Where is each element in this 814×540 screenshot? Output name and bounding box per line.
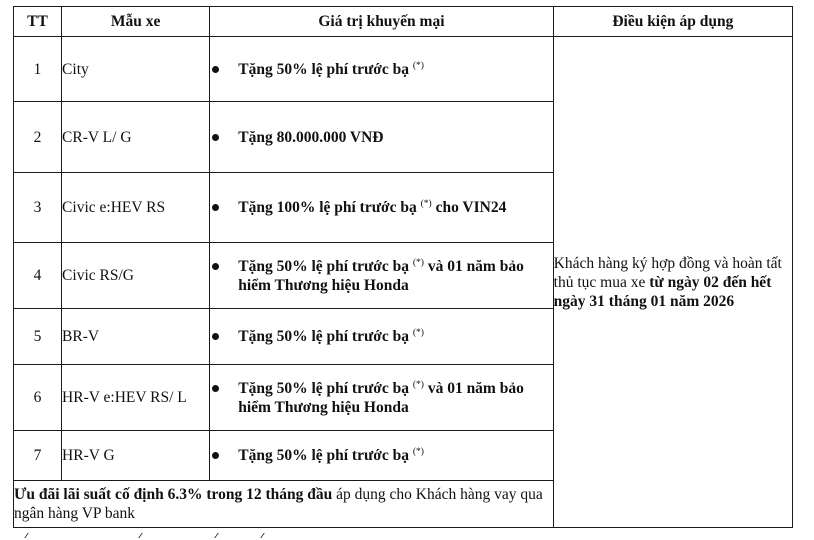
condition-date-range: từ ngày 02 đến hết ngày 31 tháng 01 năm 2026 [553, 273, 772, 310]
header-model: Mẫu xe [62, 7, 210, 37]
promo-bullet [210, 198, 552, 217]
diacritic-mark [138, 533, 146, 538]
diacritic-mark [260, 533, 268, 538]
condition-cell [553, 37, 792, 528]
promo-text: Tặng 50% lệ phí trước bạ [238, 379, 409, 397]
promo-value [210, 102, 553, 173]
promo-value [210, 37, 553, 102]
row-number: 7 [14, 431, 62, 481]
header-condition: Điều kiện áp dụng [553, 7, 792, 37]
car-model: HR-V G [62, 431, 210, 481]
clipped-text-remnant [0, 531, 814, 540]
promo-value [210, 365, 553, 431]
promo-text: Tặng 80.000.000 VNĐ [238, 128, 384, 146]
row-number: 5 [14, 309, 62, 365]
promo-bullet [210, 60, 552, 79]
bullet-icon [212, 66, 219, 73]
promo-text: Tặng 50% lệ phí trước bạ [238, 257, 409, 275]
header-tt: TT [14, 7, 62, 37]
footnote-marker: (*) [412, 328, 424, 338]
promo-bullet [210, 257, 552, 295]
table-row [14, 37, 793, 102]
promo-text: Tặng 50% lệ phí trước bạ [238, 60, 409, 78]
diacritic-mark [24, 533, 32, 538]
promo-bullet [210, 327, 552, 346]
bullet-icon [212, 333, 219, 340]
car-model: City [62, 37, 210, 102]
footnote-marker: (*) [412, 447, 424, 457]
promo-value [210, 309, 553, 365]
car-model: CR-V L/ G [62, 102, 210, 173]
interest-rate-highlight: Ưu đãi lãi suất cố định 6.3% trong 12 tháng đầu [14, 486, 333, 503]
row-number: 2 [14, 102, 62, 173]
bullet-icon [212, 134, 219, 141]
car-model: HR-V e:HEV RS/ L [62, 365, 210, 431]
interest-rate-note [14, 481, 554, 528]
interest-rate-text: áp dụng cho Khách hàng vay qua ngân hàng VP bank [14, 486, 543, 522]
promo-text: Tặng 50% lệ phí trước bạ [238, 328, 409, 345]
footnote-marker: (*) [412, 379, 424, 390]
promo-value [210, 431, 553, 481]
car-model: BR-V [62, 309, 210, 365]
bullet-icon [212, 452, 219, 459]
promo-text-after: và 01 năm bảo hiểm Thương hiệu Honda [238, 379, 524, 416]
promo-bullet [210, 379, 552, 417]
row-number: 1 [14, 37, 62, 102]
footnote-marker: (*) [412, 257, 424, 268]
promo-bullet [210, 446, 552, 465]
promo-value [210, 243, 553, 309]
row-number: 6 [14, 365, 62, 431]
header-row [14, 7, 793, 37]
promo-text-after: và 01 năm bảo hiểm Thương hiệu Honda [238, 257, 524, 294]
condition-text: Khách hàng ký hợp đồng và hoàn tất thủ tục mua xe [553, 254, 782, 291]
row-number: 4 [14, 243, 62, 309]
bullet-icon [212, 385, 219, 392]
promotion-table [13, 6, 793, 528]
promo-value [210, 173, 553, 243]
promo-bullet [210, 128, 552, 147]
promo-text: Tặng 50% lệ phí trước bạ [238, 447, 409, 464]
promo-text: Tặng 100% lệ phí trước bạ [238, 199, 417, 216]
header-promo-value: Giá trị khuyến mại [210, 7, 553, 37]
footnote-marker: (*) [420, 199, 432, 209]
car-model: Civic RS/G [62, 243, 210, 309]
diacritic-mark [214, 533, 222, 538]
bullet-icon [212, 204, 219, 211]
promo-text-after: cho VIN24 [431, 199, 507, 216]
footnote-marker: (*) [412, 60, 424, 71]
bullet-icon [212, 263, 219, 270]
car-model: Civic e:HEV RS [62, 173, 210, 243]
row-number: 3 [14, 173, 62, 243]
